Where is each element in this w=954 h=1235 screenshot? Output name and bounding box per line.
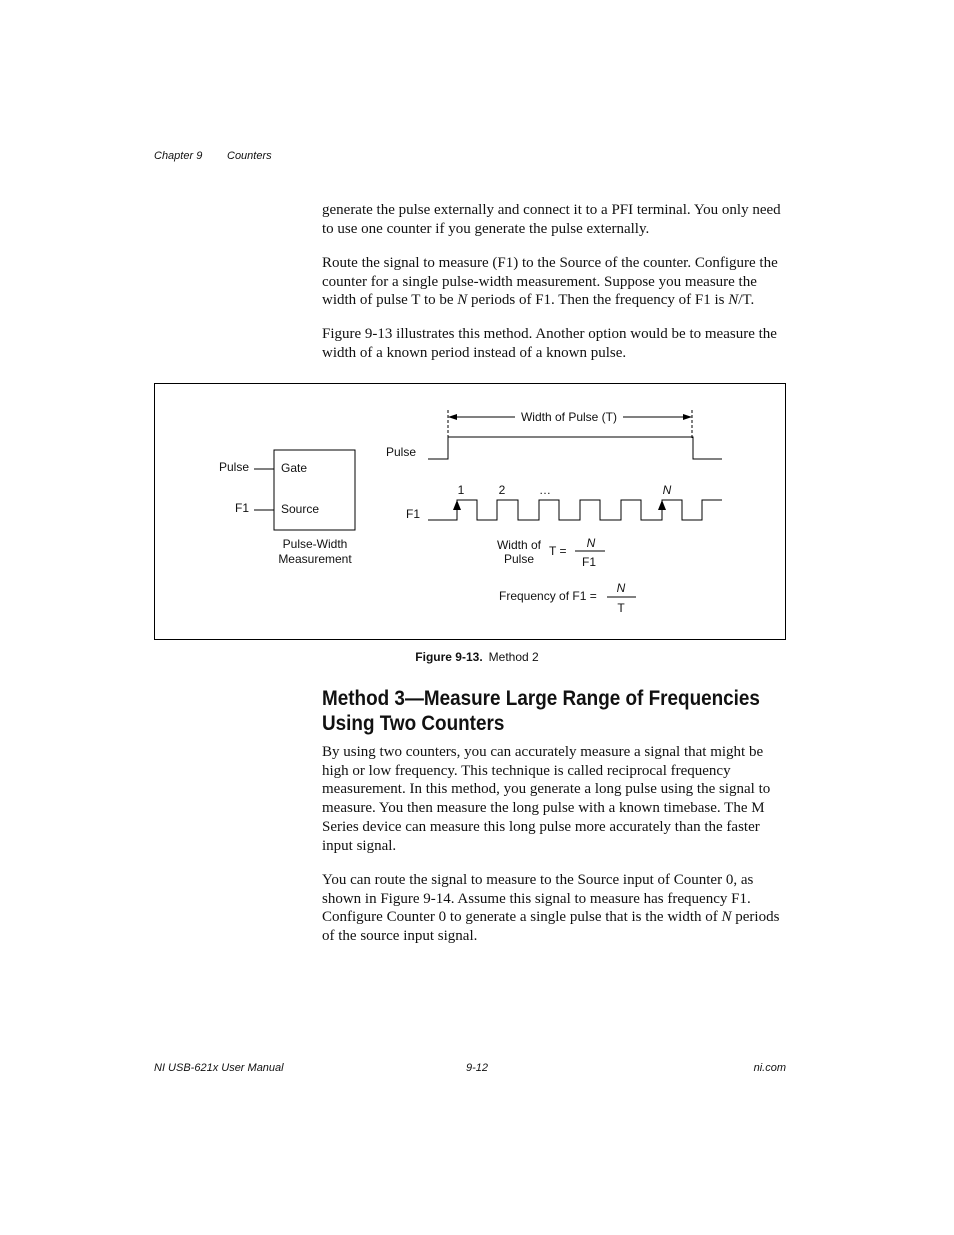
width-arrow-left-head: [448, 414, 457, 420]
figure-diagram: [155, 384, 785, 639]
heading-line-2: Using Two Counters: [322, 712, 505, 735]
f1-first-edge-arrow: [453, 500, 461, 510]
eq2-label: Frequency of F1 =: [499, 589, 597, 603]
footer-manual-title: NI USB-621x User Manual: [154, 1062, 284, 1074]
counter-source-label: Source: [281, 502, 320, 516]
section-heading: [322, 686, 772, 736]
tick-2: 2: [498, 483, 506, 497]
tick-n: N: [662, 483, 672, 497]
f1-wave-label: F1: [406, 507, 421, 521]
chapter-label: Chapter 9: [154, 150, 203, 162]
page-header: [154, 150, 272, 162]
pulse-waveform: [428, 437, 722, 459]
tick-1: 1: [457, 483, 465, 497]
eq1-numerator: N: [586, 536, 596, 550]
f1-waveform: [428, 500, 722, 520]
counter-caption-2: Measurement: [278, 552, 352, 566]
caption-label: Figure 9-13.: [415, 650, 483, 664]
paragraph-5: You can route the signal to measure to the Source input of Counter 0, as shown in Figure 9-14. Assume this signal to measure has frequency F1. Configure Counter 0 to generate a single pulse that is the width of N periods of the source input signal.: [322, 872, 780, 945]
eq1-denominator: F1: [581, 555, 597, 569]
pulse-wave-label: Pulse: [386, 445, 417, 459]
pulse-input-label: Pulse: [218, 460, 249, 474]
eq2-numerator: N: [616, 581, 626, 595]
paragraph-1: generate the pulse externally and connect it to a PFI terminal. You only need to use one counter if you generate the pulse externally.: [322, 202, 781, 237]
eq2-denominator: T: [617, 601, 625, 615]
paragraph-4: By using two counters, you can accurately measure a signal that might be high or low frequency. This technique is called reciprocal frequency measurement. In this method, you generate a long pulse using the signal to measure. You then measure the long pulse with a known timebase. The M Series device can measure this long pulse more accurately than the faster input signal.: [322, 744, 771, 854]
heading-line-1: Method 3—Measure Large Range of Frequencies: [322, 687, 760, 710]
eq1-label-2: Pulse: [503, 552, 535, 566]
paragraph-2: Route the signal to measure (F1) to the Source of the counter. Configure the counter for a single pulse-width measurement. Suppose you measure the width of pulse T to be N periods of F1. Then the frequency of F1 is N/T.: [322, 255, 778, 309]
section-label: Counters: [227, 150, 272, 162]
counter-caption-1: Pulse-Width: [282, 537, 348, 551]
width-arrow-right-head: [683, 414, 692, 420]
figure-caption: [0, 650, 954, 664]
paragraph-3: Figure 9-13 illustrates this method. Another option would be to measure the width of a known period instead of a known pulse.: [322, 326, 777, 361]
tick-ellipsis: …: [539, 483, 551, 497]
eq1-t: T =: [549, 544, 567, 558]
figure-method-2: [154, 383, 786, 640]
footer-page-number: 9-12: [465, 1062, 489, 1074]
width-of-pulse-label: Width of Pulse (T): [520, 410, 618, 424]
counter-gate-label: Gate: [281, 461, 308, 475]
eq1-label-1: Width of: [496, 538, 542, 552]
caption-title: Method 2: [488, 650, 539, 664]
f1-input-label: F1: [234, 501, 249, 515]
footer-link[interactable]: ni.com: [753, 1062, 786, 1074]
f1-nth-edge-arrow: [658, 500, 666, 510]
